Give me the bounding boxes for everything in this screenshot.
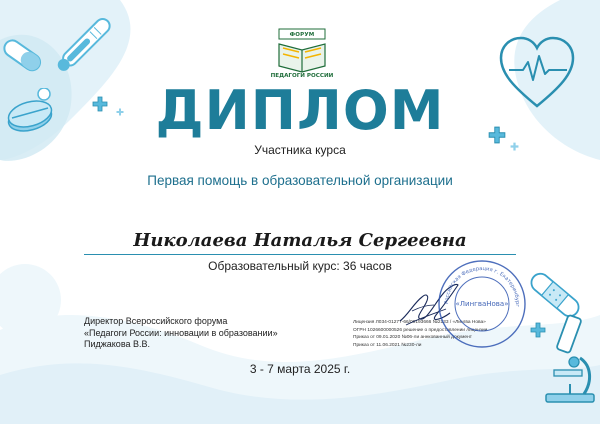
logo-line1: ФОРУМ	[289, 32, 315, 38]
course-title: Первая помощь в образовательной организации	[147, 173, 453, 188]
heart-pulse-icon	[495, 30, 580, 115]
license-line4: Приказ от 11.06.2021 №230-ли	[353, 342, 422, 348]
medical-cross-icon	[510, 142, 519, 151]
logo-line2: ПЕДАГОГИ РОССИИ	[270, 73, 334, 79]
recipient-name: Николаева Наталья Сергеевна	[133, 230, 467, 251]
director-name: Пиджакова В.В.	[84, 339, 151, 349]
name-underline	[84, 254, 516, 255]
diploma-date: 3 - 7 марта 2025 г.	[249, 362, 351, 376]
license-line3: Приказ от 09.01.2020 №06-ли аннкованный документ	[353, 335, 472, 340]
medical-cross-icon	[92, 96, 108, 112]
forum-logo	[269, 26, 335, 84]
seal-center-text: «ЛингваНова»	[455, 300, 509, 308]
microscope-icon	[540, 310, 600, 410]
director-block	[84, 316, 344, 351]
license-line1: Лицензия Л034-01277-66/00193666 №2133 / «Лингва Нова»	[353, 320, 486, 325]
medical-cross-icon	[488, 126, 506, 144]
course-hours: Образовательный курс: 36 часов	[208, 259, 392, 273]
director-line2: «Педагоги России: инновации в образовании»	[84, 327, 278, 338]
director-line1: Директор Всероссийского форума	[84, 316, 228, 326]
diploma-subtitle: Участника курса	[254, 143, 346, 157]
medical-cross-icon	[116, 108, 124, 116]
seal-ring-text: Российская Федерация г. Екатеринбург	[443, 265, 521, 308]
official-seal	[436, 258, 528, 350]
pills-icon	[0, 88, 80, 158]
license-line2: ОГРН 1026600000526 решение о предоставлении лицензии	[353, 327, 488, 333]
diploma-title: ДИПЛОМ	[155, 79, 445, 142]
